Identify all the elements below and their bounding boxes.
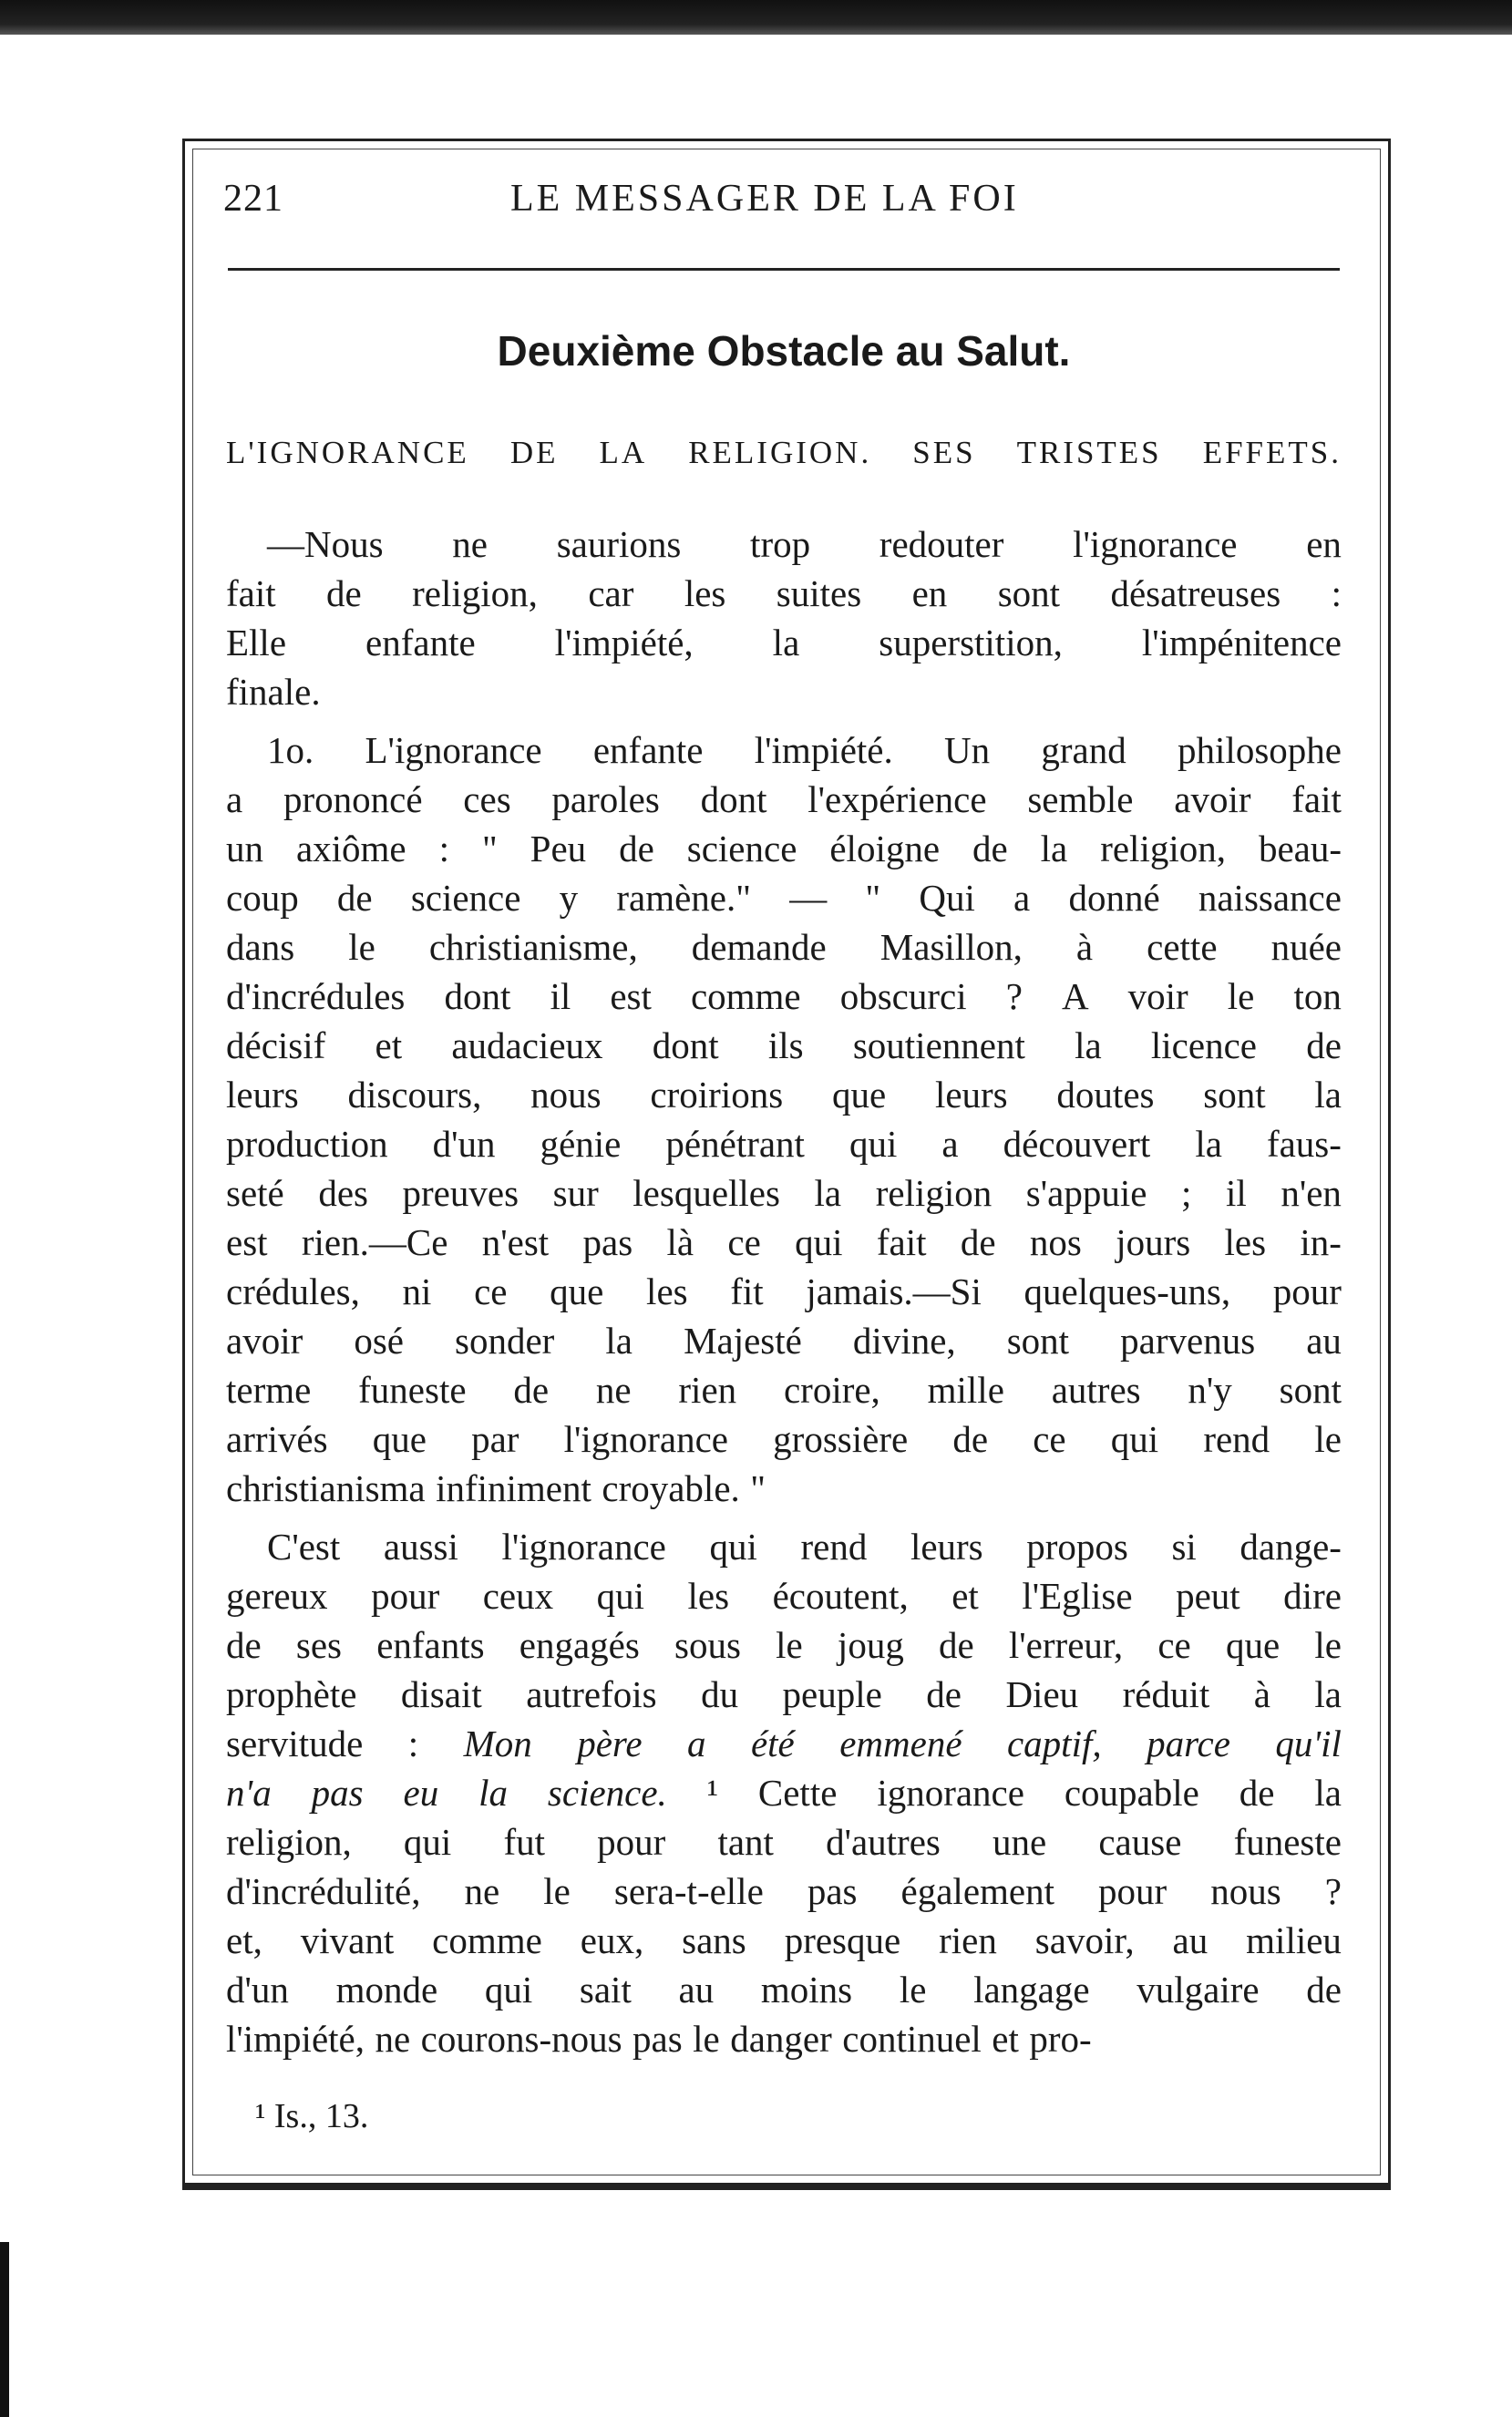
text-line: religion, qui fut pour tant d'autres une cause funeste [226, 1821, 1342, 1863]
text-line: seté des preuves sur lesquelles la religion s'appuie ; il n'en [226, 1172, 1342, 1214]
body-text [226, 519, 1342, 2063]
text-line: n'a pas eu la science. ¹ Cette ignorance coupable de la [226, 1772, 1342, 1814]
section-head-word: TRISTES [1016, 435, 1162, 470]
page-number: 221 [223, 178, 283, 220]
scan-top-edge [0, 0, 1512, 35]
text-line: —Nous ne saurions trop redouter l'ignorance en [267, 523, 1342, 565]
bottom-rule [182, 2186, 1391, 2190]
text-line: d'incrédules dont il est comme obscurci ? A voir le ton [226, 975, 1342, 1017]
text-line: leurs discours, nous croirions que leurs doutes sont la [226, 1074, 1342, 1116]
text-line: d'incrédulité, ne le sera-t-elle pas également pour nous ? [226, 1870, 1342, 1912]
text-line: Elle enfante l'impiété, la superstition, l'impénitence [226, 622, 1342, 663]
text-line: est rien.—Ce n'est pas là ce qui fait de nos jours les in- [226, 1221, 1342, 1263]
section-head-word: L'IGNORANCE [226, 435, 469, 470]
section-head-word: RELIGION. [688, 435, 872, 470]
text-line: de ses enfants engagés sous le joug de l'erreur, ce que le [226, 1624, 1342, 1666]
chapter-title: Deuxième Obstacle au Salut. [497, 327, 1071, 375]
text-line: a prononcé ces paroles dont l'expérience semble avoir fait [226, 778, 1342, 820]
text-line: et, vivant comme eux, sans presque rien savoir, au milieu [226, 1919, 1342, 1961]
text-line: crédules, ni ce que les fit jamais.—Si quelques-uns, pour [226, 1270, 1342, 1312]
section-head-word: SES [912, 435, 976, 470]
header-rule [228, 268, 1340, 271]
paragraph [226, 519, 1342, 716]
text-line: servitude : Mon père a été emmené captif, parce qu'il [226, 1723, 1342, 1764]
paragraph [226, 725, 1342, 1513]
text-line: dans le christianisme, demande Masillon, à cette nuée [226, 926, 1342, 968]
section-head-word: EFFETS. [1202, 435, 1342, 470]
text-line: terme funeste de ne rien croire, mille autres n'y sont [226, 1369, 1342, 1411]
text-line: avoir osé sonder la Majesté divine, sont parvenus au [226, 1320, 1342, 1362]
text-line: finale. [226, 671, 321, 713]
text-line: un axiôme : " Peu de science éloigne de la religion, beau- [226, 828, 1342, 869]
text-line: arrivés que par l'ignorance grossière de ce qui rend le [226, 1418, 1342, 1460]
text-line: d'un monde qui sait au moins le langage vulgaire de [226, 1969, 1342, 2011]
paragraph [226, 1522, 1342, 2063]
text-line: production d'un génie pénétrant qui a découvert la faus- [226, 1123, 1342, 1165]
running-head: LE MESSAGER DE LA FOI [510, 178, 1019, 220]
text-line: l'impiété, ne courons-nous pas le danger continuel et pro- [226, 2018, 1092, 2060]
text-line: fait de religion, car les suites en sont désatreuses : [226, 572, 1342, 614]
text-line: décisif et audacieux dont ils soutiennent la licence de [226, 1024, 1342, 1066]
footnote: ¹ Is., 13. [255, 2097, 369, 2135]
scan-left-edge [0, 2242, 9, 2417]
text-line: 1o. L'ignorance enfante l'impiété. Un grand philosophe [267, 729, 1342, 771]
section-head [226, 435, 1342, 471]
section-head-word: LA [599, 435, 648, 470]
text-line: christianisma infiniment croyable. " [226, 1467, 766, 1509]
text-line: C'est aussi l'ignorance qui rend leurs propos si dange- [267, 1526, 1342, 1568]
text-line: coup de science y ramène." — " Qui a donné naissance [226, 877, 1342, 919]
section-head-word: DE [509, 435, 559, 470]
text-line: prophète disait autrefois du peuple de Dieu réduit à la [226, 1673, 1342, 1715]
text-line: gereux pour ceux qui les écoutent, et l'Eglise peut dire [226, 1575, 1342, 1617]
